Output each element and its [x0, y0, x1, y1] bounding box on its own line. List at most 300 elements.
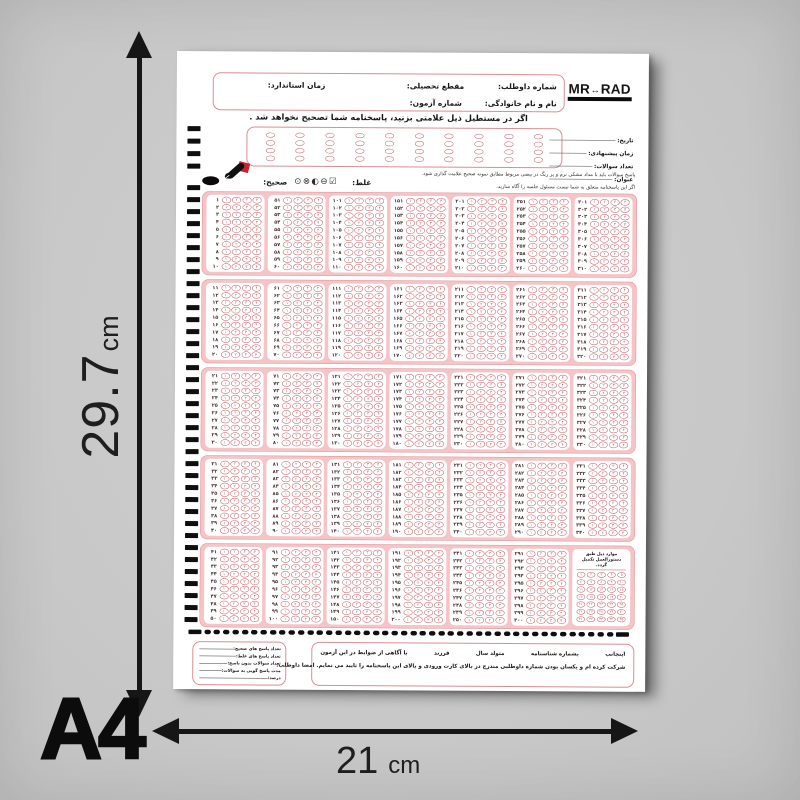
- question-row: [208, 432, 261, 439]
- choice-bubble: ۱: [343, 433, 352, 439]
- question-number: ۱۱۳: [332, 300, 342, 307]
- choice-bubble: ۲: [230, 571, 239, 577]
- choice-bubble: ۲: [415, 462, 424, 468]
- choice-bubble: ۳: [609, 375, 618, 381]
- choice-bubble: ۱: [467, 243, 476, 249]
- choice-bubble: ۴: [374, 345, 383, 351]
- question-number: ۱۹۵: [391, 579, 401, 586]
- choice-bubble: ۳: [242, 307, 251, 313]
- question-row: [207, 578, 260, 585]
- choice-bubble: ۴: [558, 375, 567, 381]
- question-row: [577, 221, 630, 228]
- choice-bubble: ۱: [466, 462, 475, 468]
- choice-bubble: ۱: [467, 213, 476, 219]
- question-number: ۴۶: [210, 586, 217, 592]
- choice-bubble: ۴: [373, 506, 382, 512]
- choice-bubble: ۱: [527, 389, 536, 395]
- choice-bubble: ۳: [609, 500, 618, 506]
- question-row: [393, 205, 446, 212]
- choice-bubble: ۱: [405, 323, 414, 329]
- choice-bubble: ۱: [406, 198, 415, 204]
- question-row: [575, 507, 628, 514]
- choice-bubble: ۴: [621, 221, 630, 227]
- choice-bubble: ۴: [311, 601, 320, 607]
- question-row: [330, 549, 383, 556]
- question-number: ۱۶۵: [393, 315, 403, 322]
- question-number: ۲۸۵: [514, 492, 525, 499]
- choice-bubble: ۲: [598, 500, 607, 506]
- question-row: [331, 345, 384, 352]
- choice-bubble: ۴: [496, 514, 505, 520]
- question-row: [329, 594, 382, 601]
- choice-bubble: ۱: [588, 442, 597, 448]
- choice-bubble: ۱: [466, 419, 475, 425]
- choice-bubble: ۱: [404, 506, 413, 512]
- choice-bubble: ۳: [425, 462, 434, 468]
- choice-bubble: ۴: [621, 207, 630, 213]
- choice-bubble: ۴: [251, 373, 260, 379]
- choice-bubble: ۲: [231, 388, 240, 394]
- timing-dot: [232, 630, 239, 635]
- choice-bubble: ۴: [314, 234, 323, 240]
- choice-bubble: ۲: [477, 353, 486, 359]
- choice-bubble: ۲: [353, 484, 362, 490]
- choice-bubble: ۱: [466, 477, 475, 483]
- question-number: ۲۷۷: [515, 419, 525, 425]
- choice-bubble: ۳: [486, 529, 495, 535]
- choice-bubble: ۲: [599, 478, 608, 484]
- choice-bubble: ۳: [240, 608, 249, 614]
- choice-bubble: ۲: [599, 463, 608, 469]
- choice-bubble: ۲: [291, 521, 300, 527]
- supplementary-bubble: ۲۵: [617, 602, 626, 608]
- supplementary-bubble: ۱۲: [587, 587, 596, 593]
- choice-bubble: ۱: [589, 302, 598, 308]
- choice-bubble: ۳: [242, 241, 251, 247]
- choice-bubble: ۱: [222, 249, 231, 255]
- question-number: ۳۲۴: [576, 397, 587, 404]
- question-number: ۳: [215, 211, 220, 218]
- header-timing-marks: [177, 51, 649, 54]
- question-number: ۱۰: [212, 263, 219, 270]
- choice-bubble: ۲: [293, 337, 302, 343]
- choice-bubble: ۲: [600, 302, 609, 308]
- choice-bubble: ۱: [589, 427, 598, 433]
- void-bubble: [445, 157, 454, 162]
- supplementary-bubble: ۵: [617, 572, 626, 578]
- question-number: ۱۵۷: [393, 242, 403, 249]
- choice-bubble: ۴: [497, 294, 506, 300]
- timing-mark: [188, 126, 201, 131]
- choice-bubble: ۳: [301, 579, 310, 585]
- question-number: ۸۵: [272, 491, 279, 497]
- choice-bubble: ۴: [620, 324, 629, 330]
- choice-bubble: ۳: [549, 236, 558, 242]
- choice-bubble: ۴: [620, 295, 629, 301]
- question-row: [514, 573, 567, 580]
- choice-bubble: ۲: [231, 373, 240, 379]
- choice-bubble: ۱: [282, 381, 291, 387]
- question-number: ۶۱: [273, 285, 280, 292]
- question-block: [390, 284, 448, 361]
- choice-bubble: ۱: [588, 493, 597, 499]
- question-row: [270, 204, 323, 211]
- question-row: [208, 388, 261, 395]
- question-row: [270, 227, 323, 234]
- choice-bubble: ۳: [549, 221, 558, 227]
- question-row: [515, 389, 568, 396]
- choice-bubble: ۳: [425, 404, 434, 410]
- question-row: [515, 309, 568, 316]
- choice-bubble: ۴: [375, 250, 384, 256]
- choice-bubble: ۳: [424, 557, 433, 563]
- question-number: ۳۲۶: [576, 412, 586, 418]
- choice-bubble: ۲: [416, 257, 425, 263]
- choice-bubble: ۱: [281, 506, 290, 512]
- question-number: ۱۷۵: [392, 403, 402, 410]
- choice-bubble: ۳: [610, 266, 619, 272]
- question-block: [388, 548, 446, 625]
- choice-bubble: ۳: [486, 470, 495, 476]
- question-number: ۲۶۹: [515, 346, 525, 352]
- identity-fields-box: [213, 72, 565, 112]
- question-row: [453, 441, 506, 448]
- timing-dot: [260, 630, 267, 635]
- question-number: ۲۸۰: [515, 441, 525, 448]
- choice-bubble: ۴: [559, 206, 568, 212]
- question-row: [453, 426, 506, 433]
- choice-bubble: ۱: [528, 258, 537, 264]
- question-number: ۲۷۹: [515, 434, 525, 440]
- choice-bubble: ۱: [222, 219, 231, 225]
- question-number: ۲: [215, 204, 220, 211]
- choice-bubble: ۴: [558, 397, 567, 403]
- question-block: [512, 373, 570, 450]
- question-row: [330, 521, 383, 528]
- choice-bubble: ۳: [485, 587, 494, 593]
- choice-bubble: ۲: [416, 265, 425, 271]
- choice-bubble: ۴: [496, 558, 505, 564]
- choice-bubble: ۲: [230, 513, 239, 519]
- choice-bubble: ۳: [425, 374, 434, 380]
- choice-bubble: ۴: [435, 426, 444, 432]
- choice-bubble: ۱: [589, 287, 598, 293]
- choice-bubble: ۴: [434, 550, 443, 556]
- question-number: ۱۰۲: [332, 205, 342, 211]
- question-row: [331, 315, 384, 322]
- question-row: [270, 219, 323, 226]
- choice-bubble: ۲: [231, 292, 240, 298]
- choice-bubble: ۲: [354, 315, 363, 321]
- choice-bubble: ۴: [559, 221, 568, 227]
- choice-bubble: ۱: [343, 396, 352, 402]
- choice-bubble: ۴: [559, 214, 568, 220]
- question-number: ۵۱: [274, 197, 281, 204]
- choice-bubble: ۳: [304, 197, 313, 203]
- choice-bubble: ۱: [405, 338, 414, 344]
- choice-bubble: ۱: [343, 491, 352, 497]
- question-row: [332, 242, 385, 249]
- timing-dot: [223, 630, 230, 635]
- choice-bubble: ۳: [364, 338, 373, 344]
- choice-bubble: ۱: [588, 522, 597, 528]
- choice-bubble: ۳: [242, 234, 251, 240]
- choice-bubble: ۱: [466, 346, 475, 352]
- choice-bubble: ۱: [344, 330, 353, 336]
- score-row: [198, 653, 281, 659]
- question-number: ۵۴: [274, 219, 281, 226]
- question-row: [393, 235, 446, 242]
- question-number: ۱۹۲: [391, 557, 401, 564]
- question-row: [453, 462, 506, 469]
- choice-bubble: ۲: [600, 236, 609, 242]
- choice-bubble: ۱: [403, 594, 412, 600]
- choice-bubble: ۲: [293, 293, 302, 299]
- choice-bubble: ۲: [353, 564, 362, 570]
- timing-mark: [185, 569, 198, 574]
- choice-bubble: ۴: [620, 236, 629, 242]
- choice-bubble: ۳: [242, 212, 251, 218]
- timing-mark: [186, 401, 199, 406]
- choice-bubble: ۳: [425, 441, 434, 447]
- supplementary-bubble: ۱۸: [597, 594, 606, 600]
- choice-bubble: ۴: [252, 227, 261, 233]
- question-row: [332, 205, 385, 212]
- height-dimension-label: [70, 272, 132, 502]
- choice-bubble: ۴: [558, 470, 567, 476]
- choice-bubble: ۱: [343, 418, 352, 424]
- choice-bubble: ۱: [467, 301, 476, 307]
- choice-bubble: ۲: [414, 565, 423, 571]
- question-number: ۲۰۴: [455, 220, 465, 227]
- choice-bubble: ۲: [293, 257, 302, 263]
- choice-bubble: ۴: [620, 347, 629, 353]
- question-row: [268, 586, 321, 593]
- question-row: [391, 469, 444, 476]
- choice-bubble: ۱: [589, 382, 598, 388]
- choice-bubble: ۲: [354, 323, 363, 329]
- choice-bubble: ۱: [283, 234, 292, 240]
- choice-bubble: ۴: [251, 483, 260, 489]
- choice-bubble: ۴: [559, 251, 568, 257]
- choice-bubble: ۱: [466, 353, 475, 359]
- question-row: [331, 293, 384, 300]
- choice-bubble: ۳: [426, 198, 435, 204]
- choice-bubble: ۲: [415, 441, 424, 447]
- choice-bubble: ۱: [528, 316, 537, 322]
- choice-bubble: ۴: [619, 478, 628, 484]
- question-number: ۲۵۳: [516, 213, 526, 220]
- choice-bubble: ۴: [435, 521, 444, 527]
- question-row: [330, 499, 383, 506]
- choice-bubble: ۱: [405, 411, 414, 417]
- choice-bubble: ۴: [557, 515, 566, 521]
- choice-bubble: ۲: [538, 397, 547, 403]
- score-row: [198, 661, 281, 667]
- choice-bubble: ۴: [437, 220, 446, 226]
- question-number: ۲۲۴: [454, 396, 464, 403]
- choice-bubble: ۳: [240, 549, 249, 555]
- question-row: [453, 389, 506, 396]
- question-row: [391, 557, 444, 564]
- choice-bubble: ۳: [364, 300, 373, 306]
- question-number: ۳۰۰: [514, 617, 524, 624]
- question-number: ۲۸۲: [515, 470, 525, 476]
- choice-bubble: ۴: [496, 550, 505, 556]
- choice-bubble: ۳: [487, 389, 496, 395]
- choice-bubble: ۳: [610, 332, 619, 338]
- choice-bubble: ۴: [374, 330, 383, 336]
- question-number: ۱۳: [212, 299, 219, 306]
- choice-bubble: ۲: [598, 485, 607, 491]
- choice-bubble: ۴: [557, 603, 566, 609]
- question-number: ۸۲: [272, 468, 279, 475]
- choice-bubble: ۲: [537, 580, 546, 586]
- choice-bubble: ۲: [230, 549, 239, 555]
- choice-bubble: ۴: [620, 266, 629, 272]
- choice-bubble: ۱: [465, 580, 474, 586]
- question-number: ۳۱۴: [577, 309, 587, 316]
- choice-bubble: ۲: [600, 244, 609, 250]
- question-row: [452, 610, 505, 617]
- choice-bubble: ۴: [557, 507, 566, 513]
- question-row: [515, 419, 568, 426]
- void-bubble: [325, 156, 334, 161]
- question-number: ۲۴۵: [453, 580, 463, 586]
- question-number: ۳۰۶: [577, 236, 588, 242]
- question-row: [514, 434, 567, 441]
- choice-bubble: ۴: [375, 213, 384, 219]
- choice-bubble: ۱: [465, 522, 474, 528]
- choice-bubble: ۳: [547, 522, 556, 528]
- question-number: ۲۲۸: [453, 426, 464, 433]
- choice-bubble: ۴: [374, 396, 383, 402]
- choice-bubble: ۴: [313, 396, 322, 402]
- choice-bubble: ۲: [537, 492, 546, 498]
- question-row: [269, 483, 322, 490]
- choice-bubble: ۱: [344, 264, 353, 270]
- choice-bubble: ۳: [547, 580, 556, 586]
- bottom-timing-dots: [188, 629, 629, 637]
- timing-dot: [188, 630, 201, 635]
- choice-bubble: ۳: [609, 427, 618, 433]
- supplementary-bubble: ۱۱: [577, 587, 586, 593]
- choice-bubble: ۱: [589, 390, 598, 396]
- choice-bubble: ۴: [251, 395, 260, 401]
- question-number: ۶۶: [273, 322, 280, 329]
- question-row: [515, 346, 568, 353]
- choice-bubble: ۲: [475, 550, 484, 556]
- question-number: ۱۴۳: [330, 564, 340, 571]
- choice-bubble: ۴: [496, 565, 505, 571]
- choice-bubble: ۴: [557, 558, 566, 564]
- choice-bubble: ۱: [589, 317, 598, 323]
- question-number: ۵۶: [274, 234, 281, 241]
- choice-bubble: ۱: [588, 515, 597, 521]
- question-row: [330, 469, 383, 476]
- question-number: ۱۹۴: [391, 572, 401, 578]
- choice-bubble: ۴: [374, 338, 383, 344]
- choice-bubble: ۴: [434, 617, 443, 623]
- question-row: [208, 329, 261, 336]
- choice-bubble: ۴: [559, 258, 568, 264]
- question-block: [451, 372, 509, 449]
- question-row: [452, 550, 505, 557]
- choice-bubble: ۳: [302, 410, 311, 416]
- choice-bubble: ۴: [312, 484, 321, 490]
- choice-bubble: ۳: [425, 411, 434, 417]
- question-row: [208, 402, 261, 409]
- choice-bubble: ۴: [373, 514, 382, 520]
- question-row: [575, 485, 628, 492]
- question-number: ۱۸۷: [392, 506, 402, 513]
- question-row: [575, 515, 628, 522]
- choice-bubble: ۳: [425, 507, 434, 513]
- choice-bubble: ۳: [488, 228, 497, 234]
- choice-bubble: ۲: [231, 300, 240, 306]
- choice-bubble: ۱: [219, 615, 228, 621]
- choice-bubble: ۳: [241, 373, 250, 379]
- choice-bubble: ۱: [527, 477, 536, 483]
- question-number: ۱۱۱: [332, 285, 342, 292]
- choice-bubble: ۳: [242, 322, 251, 328]
- choice-bubble: ۴: [558, 442, 567, 448]
- choice-bubble: ۱: [404, 492, 413, 498]
- choice-bubble: ۳: [425, 345, 434, 351]
- choice-bubble: ۱: [465, 550, 474, 556]
- choice-bubble: ۲: [291, 549, 300, 555]
- void-bubble: [504, 149, 513, 154]
- instruction-line: پاسخ سوالات باید با مداد مشکی نرم و پر رنگ در بیضی مربوط مطابق نمونه صحیح علامت گذاری شود.: [421, 170, 636, 178]
- question-row: [454, 258, 507, 265]
- question-row: [270, 256, 323, 263]
- choice-bubble: ۲: [599, 382, 608, 388]
- choice-bubble: ۴: [558, 478, 567, 484]
- score-label: مدت پاسخ گویی به سوالات:: [221, 668, 281, 674]
- question-number: ۱۲۱: [331, 373, 341, 380]
- question-row: [330, 572, 383, 579]
- question-row: [209, 285, 262, 292]
- choice-bubble: ۴: [498, 250, 507, 256]
- question-number: ۳۲: [211, 468, 218, 475]
- question-number: ۱۱۷: [331, 330, 342, 336]
- question-row: [391, 609, 444, 616]
- question-number: ۱۵: [212, 314, 219, 321]
- question-number: ۳۱۶: [577, 324, 587, 330]
- choice-bubble: ۱: [222, 234, 231, 240]
- choice-bubble: ۱: [282, 469, 291, 475]
- choice-bubble: ۳: [240, 579, 249, 585]
- timing-dot: [317, 630, 324, 635]
- choice-bubble: ۳: [426, 293, 435, 299]
- choice-bubble: ۱: [281, 557, 290, 563]
- question-number: ۳۱۰: [577, 266, 587, 272]
- question-number: ۱۰۸: [332, 249, 342, 256]
- question-number: ۶۸: [273, 337, 280, 343]
- supplementary-bubble: ۳۱: [577, 616, 586, 622]
- question-row: [515, 287, 568, 294]
- choice-bubble: ۲: [230, 586, 239, 592]
- question-number: ۹۲: [272, 556, 279, 563]
- choice-bubble: ۱: [282, 410, 291, 416]
- choice-bubble: ۴: [620, 309, 629, 315]
- choice-bubble: ۴: [312, 469, 321, 475]
- choice-bubble: ۳: [548, 353, 557, 359]
- choice-bubble: ۲: [292, 491, 301, 497]
- choice-bubble: ۴: [313, 293, 322, 299]
- question-row: [392, 411, 445, 418]
- score-line: [199, 656, 236, 657]
